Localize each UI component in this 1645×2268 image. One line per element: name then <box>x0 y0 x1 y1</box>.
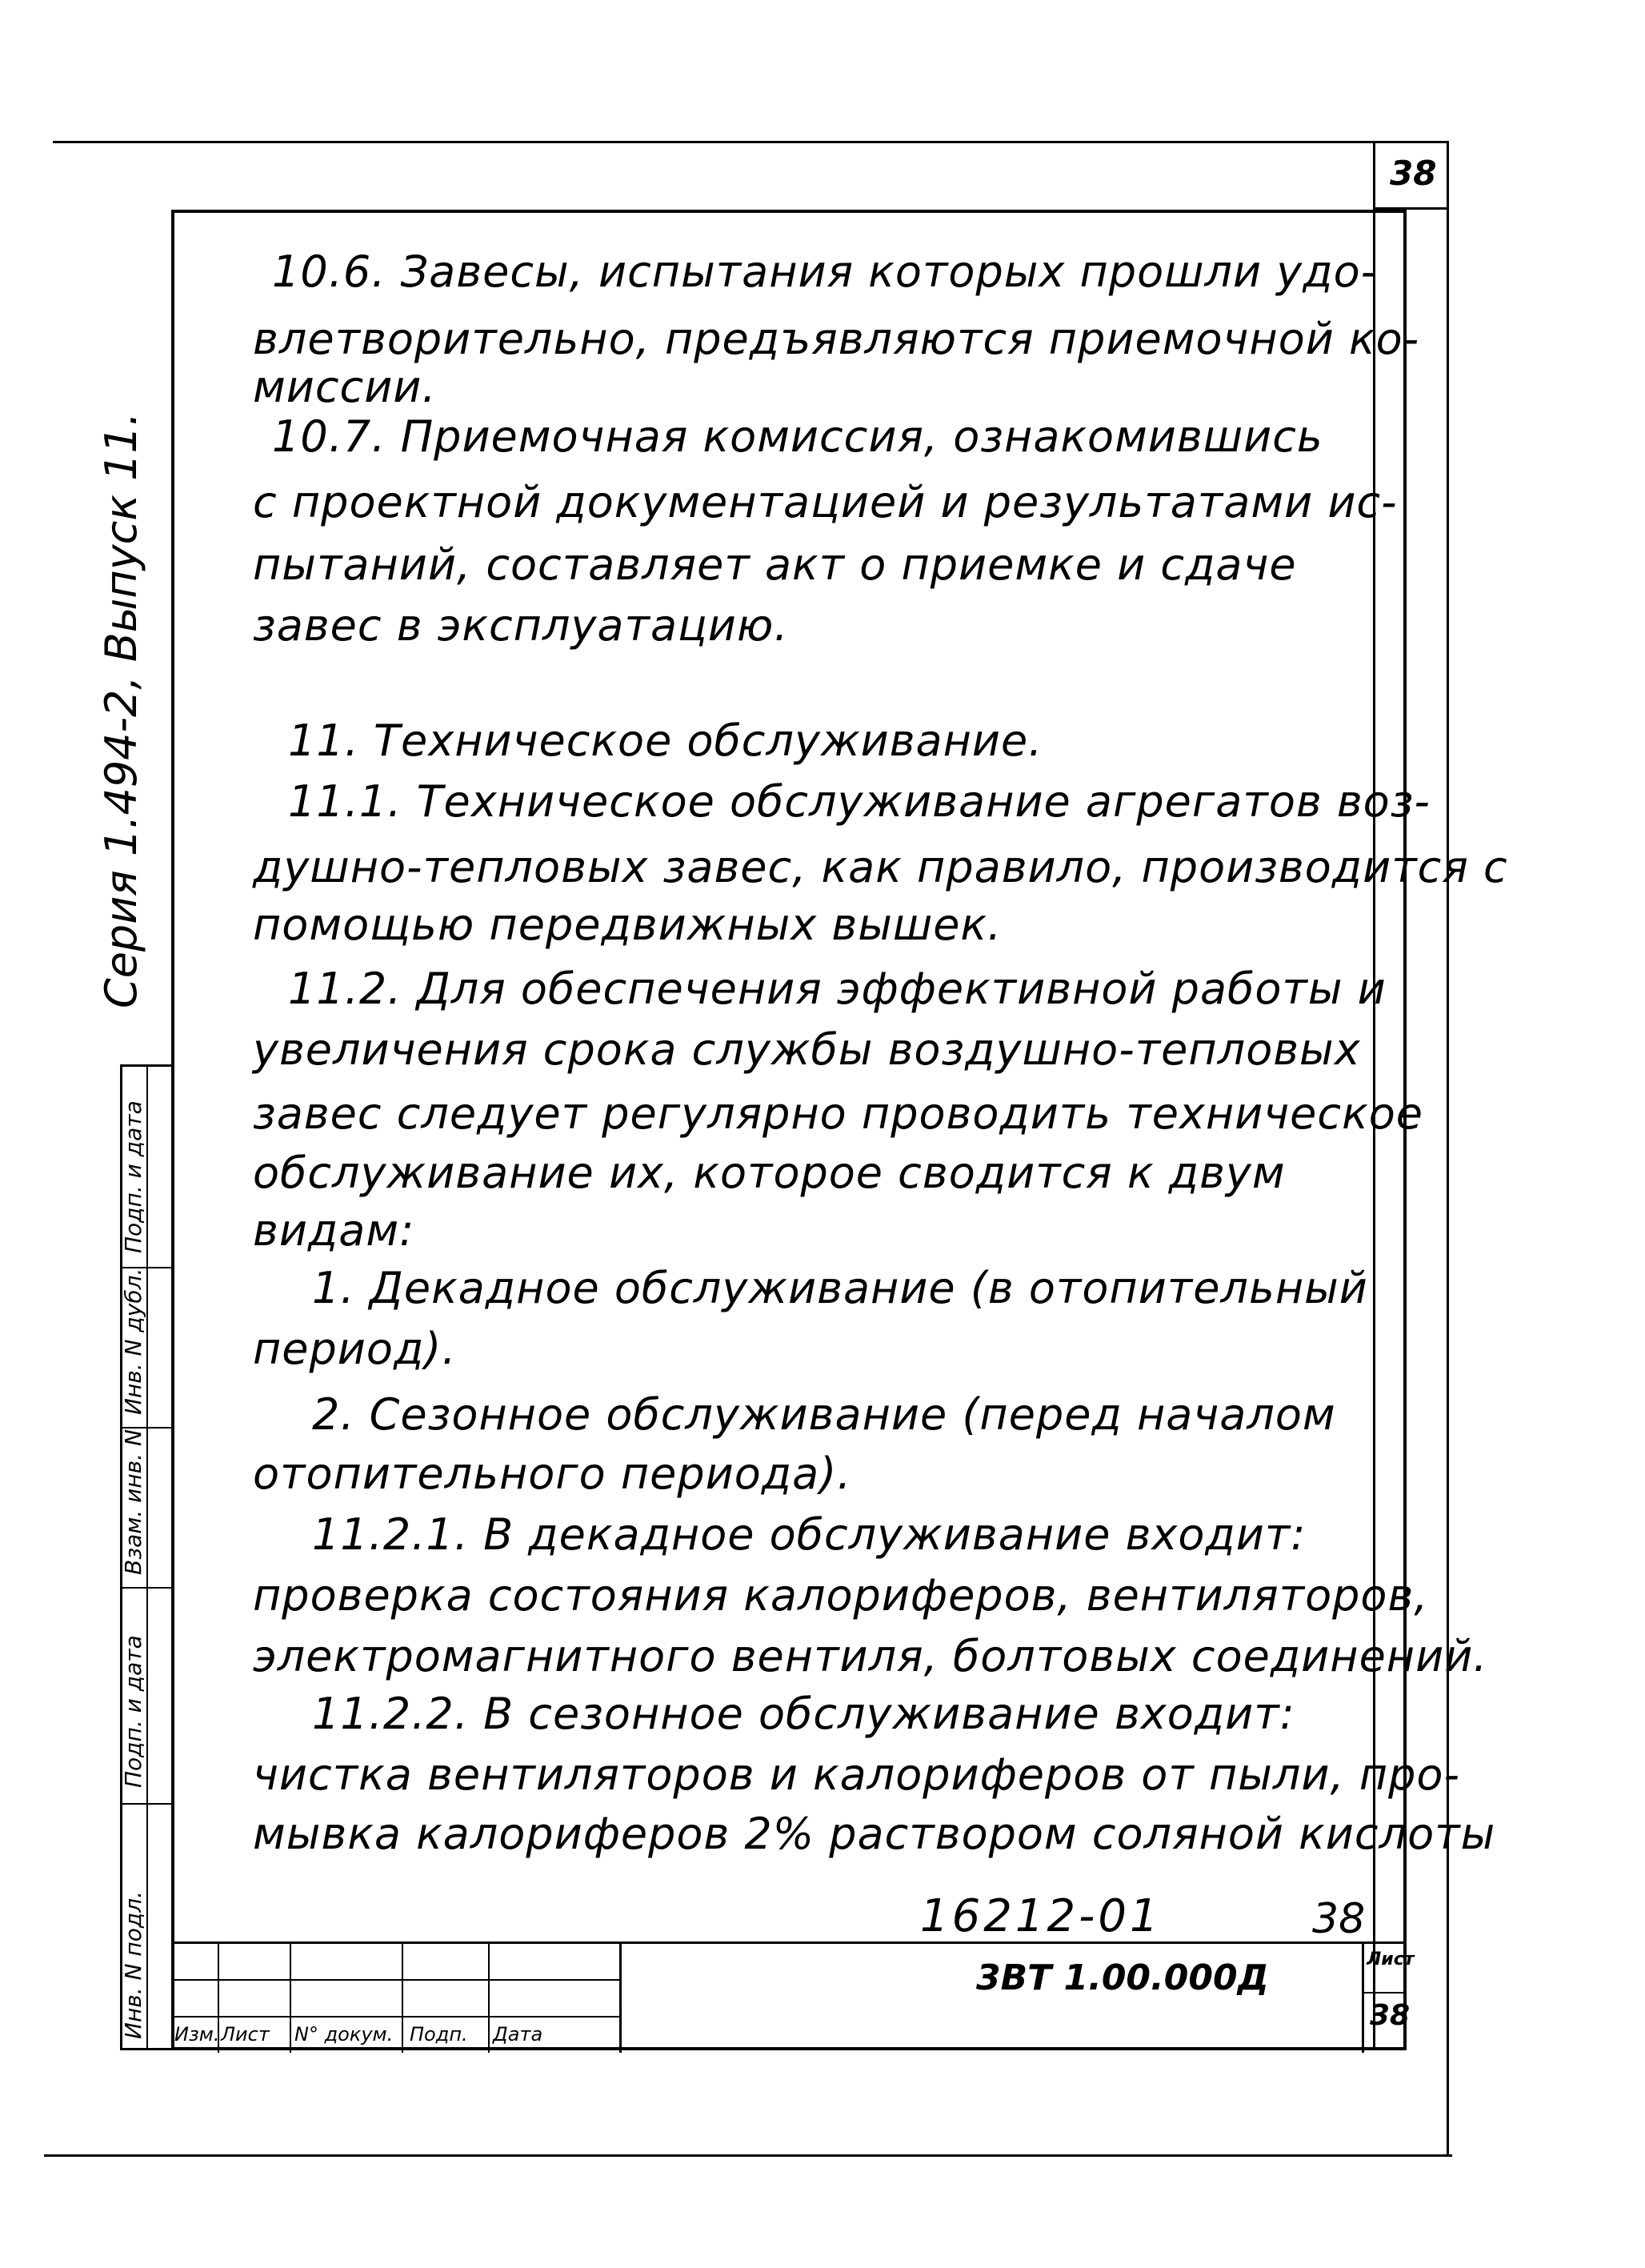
header-dokum: N° докум. <box>294 2023 394 2046</box>
series-label: Серия 1.494-2, Выпуск 11. <box>96 411 146 1008</box>
stamp-label-vzam-inv: Взам. инв. N <box>120 1429 146 1575</box>
header-izm: Изм. <box>174 2023 220 2046</box>
document-designation: 3ВТ 1.00.000Д <box>976 1957 1269 1998</box>
text-line: помощью передвижных вышек. <box>253 900 1003 950</box>
sheet-number-top: 38 <box>1390 154 1437 193</box>
bottom-trim-line <box>44 2154 1452 2157</box>
section-heading: 11. Техническое обслуживание. <box>288 715 1043 766</box>
text-line: отопительного периода). <box>253 1449 852 1499</box>
text-line: 11.1. Техническое обслуживание агрегатов воз- <box>288 776 1431 827</box>
text-line: влетворительно, предъявляются приемочной ко- <box>253 314 1420 364</box>
text-line: с проектной документацией и результатами ис- <box>253 477 1398 527</box>
stamp-label-inv-dubl: Инв. N дубл. <box>120 1268 146 1415</box>
text-line: 2. Сезонное обслуживание (перед началом <box>312 1389 1336 1440</box>
text-line: проверка состояния калориферов, вентиляторов, <box>253 1570 1429 1621</box>
text-line: пытаний, составляет акт о приемке и сдаче <box>253 539 1297 590</box>
text-line: обслуживание их, которое сводится к двум <box>253 1148 1286 1198</box>
text-line: 11.2.1. В декадное обслуживание входит: <box>312 1509 1307 1560</box>
text-line: период). <box>253 1324 457 1374</box>
text-line: завес следует регулярно проводить техническое <box>253 1088 1423 1139</box>
stamp-label-podp-data-2: Подп. и дата <box>120 1100 146 1253</box>
sheet-number-box <box>1373 141 1447 210</box>
text-line: мывка калориферов 2% раствором соляной кислоты <box>253 1809 1496 1859</box>
text-line: чистка вентиляторов и калориферов от пыли, про- <box>253 1749 1460 1800</box>
stamp-label-podp-data-1: Подп. и дата <box>120 1635 146 1788</box>
text-line: видам: <box>253 1205 415 1256</box>
text-line: 1. Декадное обслуживание (в отопительный <box>312 1263 1368 1313</box>
text-line: 11.2. Для обеспечения эффективной работы и <box>288 964 1387 1014</box>
header-podp: Подп. <box>410 2023 468 2046</box>
text-line: миссии. <box>253 362 437 412</box>
header-data: Дата <box>493 2023 543 2046</box>
text-line: электромагнитного вентиля, болтовых соединений. <box>253 1631 1488 1681</box>
order-sheet: 38 <box>1312 1895 1366 1943</box>
text-line: 10.7. Приемочная комиссия, ознакомившись <box>272 411 1323 462</box>
order-number: 16212-01 <box>920 1890 1162 1942</box>
header-list: Лист <box>221 2023 270 2046</box>
sheet-label: Лист <box>1367 1949 1415 1969</box>
sheet-value: 38 <box>1370 1999 1411 2032</box>
top-trim-line <box>53 141 1448 143</box>
text-line: душно-тепловых завес, как правило, производится с <box>253 842 1508 892</box>
text-line: 11.2.2. В сезонное обслуживание входит: <box>312 1689 1295 1739</box>
text-line: 10.6. Завесы, испытания которых прошли удо- <box>272 246 1378 297</box>
text-line: увеличения срока службы воздушно-тепловых <box>253 1024 1361 1075</box>
text-line: завес в эксплуатацию. <box>253 600 789 651</box>
stamp-label-inv-podl: Инв. N подл. <box>120 1891 146 2039</box>
